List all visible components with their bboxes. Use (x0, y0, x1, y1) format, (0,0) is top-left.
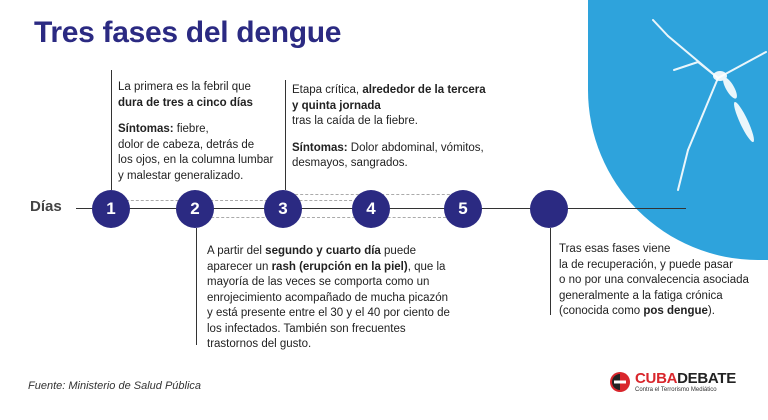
fase3-bold: y quinta jornada (292, 99, 381, 112)
fase3-line: tras la caída de la fiebre. (292, 115, 418, 127)
fase2-line: y está presente entre el 30 y el 40 por ciento de (207, 307, 450, 319)
fase2-line: trastornos del gusto. (207, 338, 312, 350)
fase2-bold: segundo y cuarto día (265, 245, 381, 257)
day-2-marker: 2 (176, 190, 214, 228)
fase3-text (292, 83, 507, 172)
fase3-bold: alrededor de la tercera (362, 84, 486, 96)
fase1-sintomas-label: Síntomas: (118, 123, 174, 135)
day-5-marker: 5 (444, 190, 482, 228)
fase2-line: puede (380, 245, 417, 257)
source-note: Fuente: Ministerio de Salud Pública (28, 380, 202, 392)
day-3-marker: 3 (264, 190, 302, 228)
fase1-line: La primera es la febril que (118, 81, 251, 93)
phase-1-range (111, 200, 357, 201)
logo-mark-icon (609, 371, 631, 393)
fase2-line: , que la (407, 260, 446, 273)
recuperacion-line: (conocida como (559, 305, 644, 317)
connector-fase1 (111, 70, 112, 190)
recuperacion-line: o no por una convalecencia asociada (559, 274, 749, 286)
fase3-line: desmayos, sangrados. (292, 157, 408, 169)
fase2-line: enrojecimiento acompañado de mucha picazón (207, 291, 449, 304)
fase1-duration: dura de tres a cinco días (118, 96, 253, 109)
logo-name (635, 370, 736, 387)
cubadebate-logo (609, 370, 736, 398)
fase1-line: fiebre, (173, 123, 209, 135)
connector-recuperacion (550, 228, 551, 315)
recuperacion-line: Tras esas fases viene (559, 243, 671, 255)
mosquito-icon (648, 0, 768, 200)
fase3-sintomas-label: Síntomas: (292, 141, 348, 154)
timeline-label: Días (30, 198, 62, 215)
fase2-text (207, 244, 472, 353)
fase2-line: mayoría de las veces se comporta como un (207, 276, 430, 288)
recuperacion-bold: pos dengue (643, 305, 708, 317)
logo-tagline: Contra el Terrorismo Mediático (635, 387, 717, 393)
logo-name-part2: DEBATE (677, 370, 736, 387)
recuperacion-text (559, 242, 764, 320)
recuperacion-line: ). (707, 305, 715, 317)
fase1-line: y malestar generalizado. (118, 169, 244, 182)
day-4-marker: 4 (352, 190, 390, 228)
fase3-line: Dolor abdominal, vómitos, (347, 141, 484, 154)
recuperacion-line: generalmente a la fatiga crónica (559, 289, 723, 302)
fase3-line: Etapa crítica, (292, 84, 363, 96)
page-title: Tres fases del dengue (34, 16, 342, 49)
phase-2-range (196, 217, 446, 218)
fase2-line: los infectados. También son frecuentes (207, 322, 406, 335)
fase1-line: los ojos, en la columna lumbar (118, 154, 274, 166)
fase2-line: A partir del (207, 245, 266, 257)
connector-fase2 (196, 228, 197, 345)
logo-name-part1: CUBA (635, 370, 678, 387)
recovery-marker (530, 190, 568, 228)
fase1-text (118, 80, 293, 184)
fase1-line: dolor de cabeza, detrás de (118, 138, 255, 151)
fase2-line: aparecer un (207, 260, 272, 273)
day-1-marker: 1 (92, 190, 130, 228)
fase2-bold: rash (erupción en la piel) (271, 260, 408, 273)
recuperacion-line: la de recuperación, y puede pasar (559, 258, 733, 271)
